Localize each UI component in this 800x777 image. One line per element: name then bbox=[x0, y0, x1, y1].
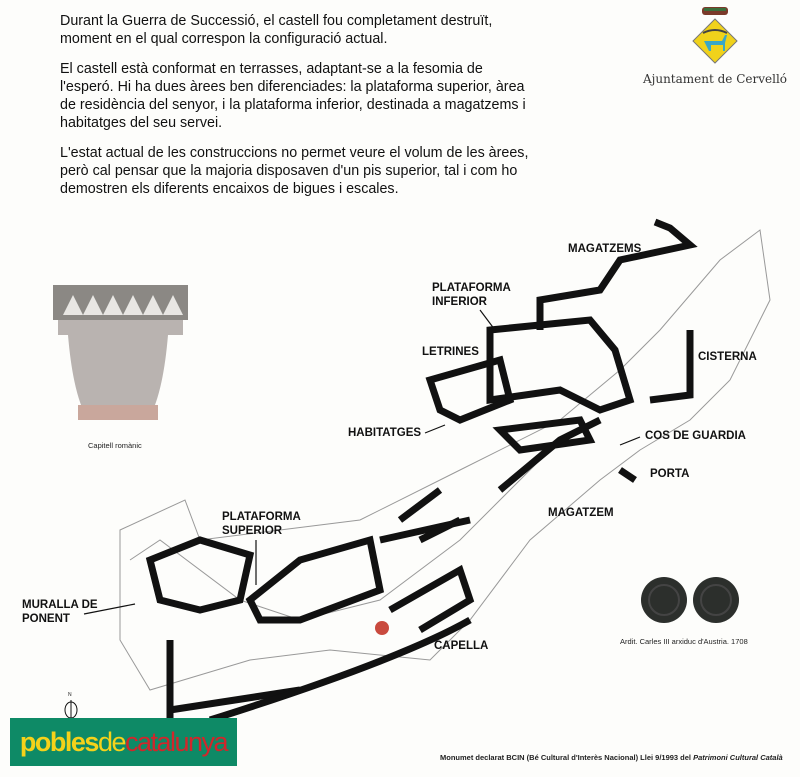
pobles-de-catalunya-logo bbox=[10, 718, 237, 766]
label-habitatges: HABITATGES bbox=[348, 427, 422, 439]
label-porta: PORTA bbox=[650, 468, 690, 480]
label-plataforma-superior-2: SUPERIOR bbox=[222, 525, 283, 537]
logo-part-pobles: pobles bbox=[19, 726, 98, 757]
label-muralla-1: MURALLA DE bbox=[22, 599, 98, 611]
intro-paragraph: Durant la Guerra de Successió, el castell fou completament destruït, moment en el qual correspon la configuració actual. bbox=[60, 13, 493, 47]
intro-paragraph: El castell està conformat en terrasses, adaptant-se a la fesomia de l'esperó. Hi ha dues àrees ben diferenciades: la plataforma superior, àrea de residència del senyor, i la plataforma inferior, destinada a magatzems i habitatges del seu servei. bbox=[60, 61, 526, 131]
label-plataforma-superior-1: PLATAFORMA bbox=[222, 511, 301, 523]
label-cos-de-guardia: COS DE GUARDIA bbox=[645, 430, 746, 442]
logo-part-catalunya: catalunya bbox=[124, 726, 228, 757]
label-capella: CAPELLA bbox=[434, 640, 489, 652]
label-magatzem: MAGATZEM bbox=[548, 507, 614, 519]
label-muralla-2: PONENT bbox=[22, 613, 70, 625]
coins-caption: Ardit. Carles III arxiduc d'Austria. 1708 bbox=[620, 637, 748, 646]
north-arrow-icon bbox=[65, 700, 77, 720]
red-marker bbox=[375, 621, 389, 635]
north-label: N bbox=[68, 692, 72, 698]
footer-note bbox=[440, 753, 783, 762]
footer-text: Monumet declarat BCIN (Bé Cultural d'Interès Nacional) Llei 9/1993 del bbox=[440, 753, 694, 762]
capital-caption: Capitell romànic bbox=[88, 441, 142, 450]
label-letrines: LETRINES bbox=[422, 346, 479, 358]
footer-italic: Patrimoni Cultural Català bbox=[693, 753, 783, 762]
label-plataforma-inferior-2: INFERIOR bbox=[432, 296, 487, 308]
coins-image bbox=[636, 575, 746, 630]
intro-paragraph: L'estat actual de les construccions no permet veure el volum de les àrees, però cal pensar que la majoria disposaven d'un pis superior, tal i com ho demostren els diferents encaixos de bigues i escales. bbox=[60, 145, 529, 197]
logo-part-de: de bbox=[97, 726, 125, 757]
label-plataforma-inferior-1: PLATAFORMA bbox=[432, 282, 511, 294]
crest-name: Ajuntament de Cervelló bbox=[642, 72, 788, 86]
label-magatzems: MAGATZEMS bbox=[568, 243, 642, 255]
label-cisterna: CISTERNA bbox=[698, 351, 757, 363]
